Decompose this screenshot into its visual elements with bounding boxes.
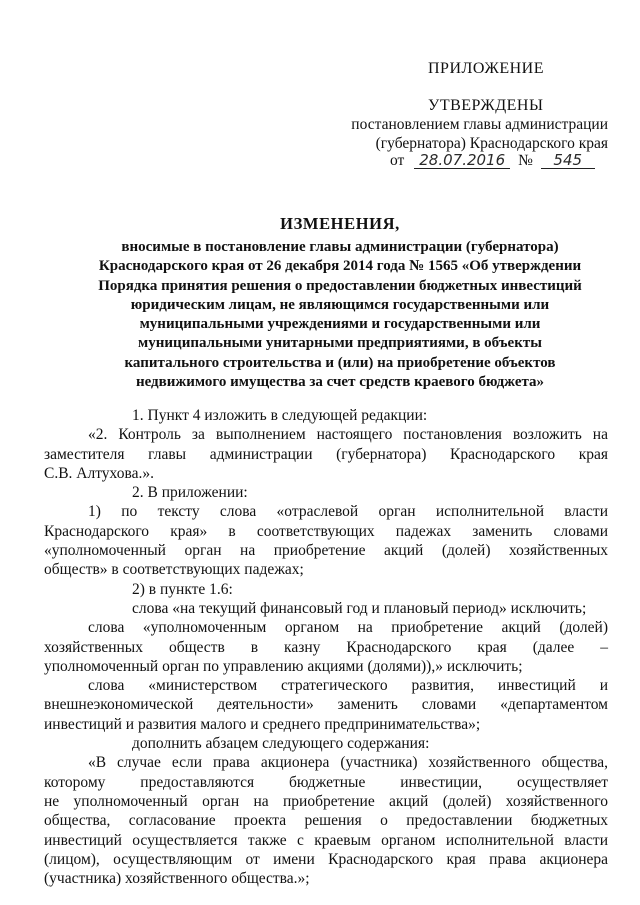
subtitle-line: муниципальными унитарными предприятиями, в объекты [138,335,542,352]
body-line: Краснодарского края» в соответствующих падежах заменить словами [44,522,608,540]
body-line: инвестиций осуществляется также с краевым органом исполнительной власти [44,831,608,849]
subtitle-line: юридическим лицам, не являющимся государственными или [130,296,550,313]
body-line: заместителя главы администрации (губернатора) Краснодарского края [44,445,608,463]
subtitle-line: Порядка принятия решения о предоставлении бюджетных инвестиций [98,277,582,294]
body-line: 1. Пункт 4 изложить в следующей редакции: [132,407,428,424]
body-line: уполномоченный орган по управлению акциями (долями)),» исключить; [44,657,523,675]
body-line: 2) в пункте 1.6: [132,580,233,598]
document-title-block [60,214,620,392]
document-subtitle [60,238,620,392]
body-line: слова «на текущий финансовый год и плановый период» исключить; [132,599,587,617]
body-line: С.В. Алтухова.». [44,464,154,482]
decree-date-number-line [390,152,595,170]
body-line: слова «министерством стратегического развития, инвестиций и [88,677,608,695]
appendix-label: ПРИЛОЖЕНИЕ [428,60,545,77]
from-label: от [390,152,405,169]
approved-label: УТВЕРЖДЕНЫ [428,97,544,114]
body-line: внешнеэкономической деятельности» заменить словами «департаментом [44,696,608,714]
body-line: которому предоставляются бюджетные инвестиции, осуществляет [44,773,608,791]
document-title: ИЗМЕНЕНИЯ, [280,214,400,233]
body-line: (участника) хозяйственного общества.»; [44,870,310,888]
number-label: № [518,152,533,169]
body-line: инвестиций и развития малого и среднего предпринимательства»; [44,715,481,733]
body-line: 1) по тексту слова «отраслевой орган исполнительной власти [88,503,608,521]
body-line: не уполномоченный орган на приобретение акций (долей) хозяйственного [44,792,608,810]
body-line: хозяйственных обществ в казну Краснодарского края (далее – [44,638,608,656]
handwritten-number: 545 [541,153,595,169]
body-line: «2. Контроль за выполнением настоящего постановления возложить на [88,426,608,444]
body-line: дополнить абзацем следующего содержания: [132,735,430,753]
subtitle-line: Краснодарского края от 26 декабря 2014 года № 1565 «Об утверждении [98,258,582,275]
body-line: слова «уполномоченным органом на приобретение акций (долей) [88,619,608,637]
body-line: «В случае если права акционера (участника) хозяйственного общества, [88,754,608,772]
body-line: «уполномоченный орган на приобретение акций (долей) хозяйственных [44,542,608,560]
body-line: общества, согласование проекта решения о предоставлении бюджетных [44,812,608,830]
approved-by-line-1: постановлением главы администрации [351,116,608,133]
body-line: (лицом), осуществляющим от имени Краснодарского края права акционера [44,850,608,868]
document-body [44,406,608,888]
approved-by-line-2: (губернатора) Краснодарского края [375,135,608,152]
subtitle-line: муниципальными учреждениями и государственными или [139,316,541,333]
handwritten-date: 28.07.2016 [414,153,510,169]
subtitle-line: недвижимого имущества за счет средств краевого бюджета» [135,374,545,391]
body-line: 2. В приложении: [132,484,248,502]
subtitle-line: вносимые в постановление главы администрации (губернатора) [121,239,559,255]
subtitle-line: капитального строительства и (или) на приобретение объектов [124,354,556,371]
body-line: обществ» в соответствующих падежах; [44,561,304,579]
